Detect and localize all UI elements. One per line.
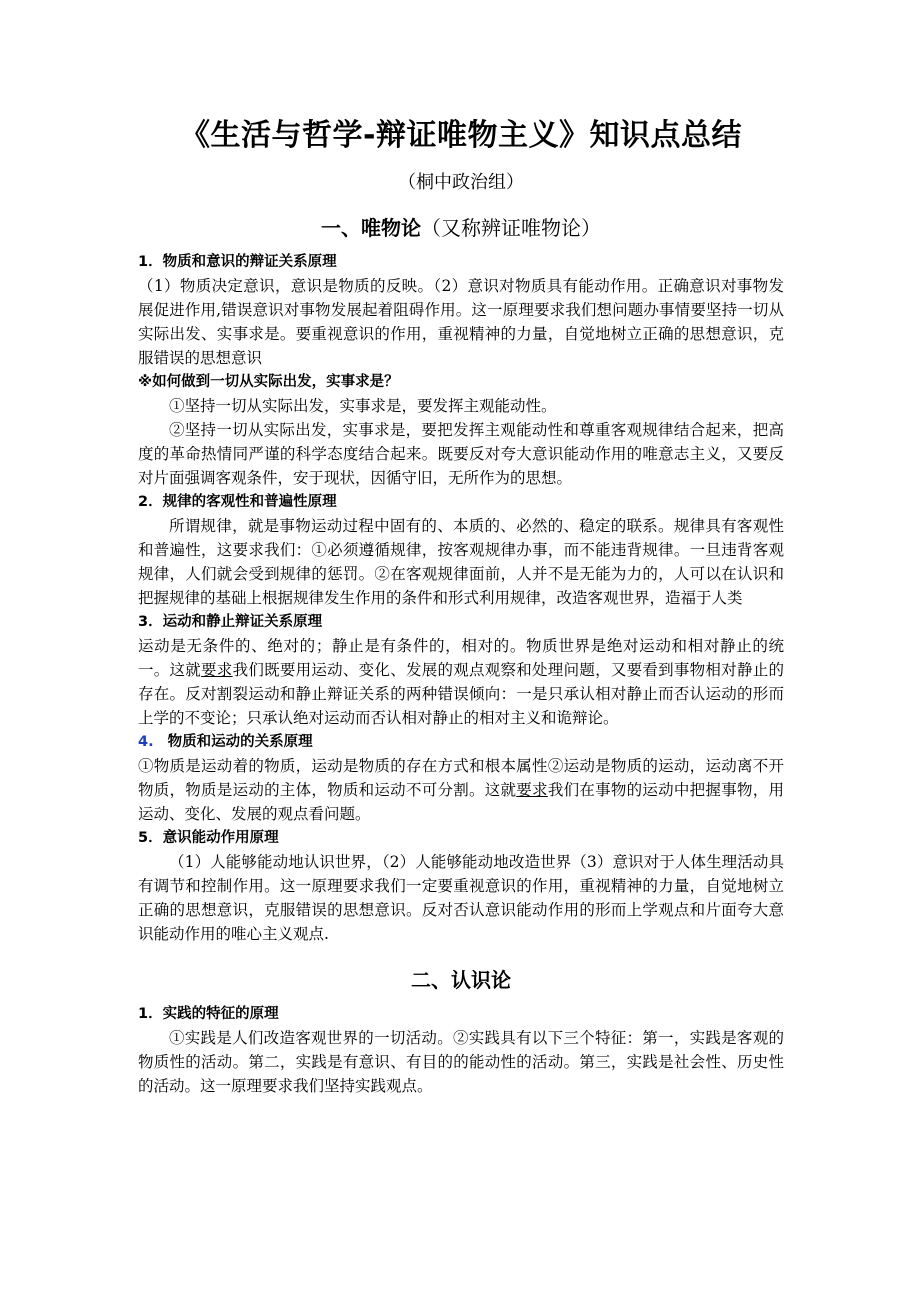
heading-1-4-number: 4.: [138, 734, 154, 750]
heading-2-1: 1．实践的特征的原理: [138, 1006, 279, 1022]
paragraph-1-4-part-b: 我们在事物的运动中把握事物，用运动、变化、发展的观点看问题。: [138, 781, 784, 823]
document-subtitle: （桐中政治组）: [398, 172, 524, 193]
heading-1-1: 1．物质和意识的辩证关系原理: [138, 254, 337, 270]
paragraph-1-3: [138, 634, 784, 730]
heading-1-4-text: 物质和运动的关系原理: [167, 734, 313, 750]
paragraph-1-1: （1）物质决定意识，意识是物质的反映。（2）意识对物质具有能动作用。正确意识对事物发展促进作用,错误意识对事物发展起着阻碍作用。这一原理要求我们想问题办事情要坚持一切从实际出发、实事求是。要重视意识的作用，重视精神的力量，自觉地树立正确的思想意识，克服错误的思想意识: [138, 277, 784, 367]
underlined-requirement: 要求: [201, 661, 233, 679]
paragraph-note-2: ②坚持一切从实际出发，实事求是，要把发挥主观能动性和尊重客观规律结合起来，把高度的革命热情同严谨的科学态度结合起来。既要反对夸大意识能动作用的唯意志主义，又要反对片面强调客观条件，安于现状，因循守旧，无所作为的思想。: [138, 421, 784, 487]
document-page: [138, 112, 784, 1098]
paragraph-1-3-part-b: 我们既要用运动、变化、发展的观点观察和处理问题，又要看到事物相对静止的存在。反对割裂运动和静止辩证关系的两种错误倾向：一是只承认相对静止而否认运动的形而上学的不变论；只承认绝对运动而否认相对静止的相对主义和诡辩论。: [138, 661, 784, 727]
paragraph-1-4: [138, 754, 784, 826]
heading-1-5: 5．意识能动作用原理: [138, 830, 279, 846]
paragraph-1-3-part-a: 运动是无条件的、绝对的；静止是有条件的，相对的。物质世界是绝对运动和相对静止的统一。这就: [138, 637, 784, 679]
underlined-requirement: 要求: [516, 781, 548, 799]
paragraph-1-4-part-a: ①物质是运动着的物质，运动是物质的存在方式和根本属性②运动是物质的运动，运动离不开物质，物质是运动的主体，物质和运动不可分割。这就: [138, 757, 784, 799]
paragraph-note-1: ①坚持一切从实际出发，实事求是，要发挥主观能动性。: [169, 397, 557, 415]
paragraph-2-1: ①实践是人们改造客观世界的一切活动。②实践具有以下三个特征：第一，实践是客观的物质性的活动。第二，实践是有意识、有目的的能动性的活动。第三，实践是社会性、历史性的活动。这一原理要求我们坚持实践观点。: [138, 1029, 784, 1095]
heading-note: ※如何做到一切从实际出发，实事求是？: [138, 374, 399, 390]
heading-1-4: [138, 730, 784, 754]
heading-1-2: 2．规律的客观性和普遍性原理: [138, 494, 337, 510]
paragraph-1-5: （1）人能够能动地认识世界，（2）人能够能动地改造世界（3）意识对于人体生理活动具有调节和控制作用。这一原理要求我们一定要重视意识的作用，重视精神的力量，自觉地树立正确的思想意识，克服错误的思想意识。反对否认意识能动作用的形而上学观点和片面夸大意识能动作用的唯心主义观点.: [138, 853, 784, 943]
paragraph-1-2: 所谓规律，就是事物运动过程中固有的、本质的、必然的、稳定的联系。规律具有客观性和普遍性，这要求我们：①必须遵循规律，按客观规律办事，而不能违背规律。一旦违背客观规律，人们就会受到规律的惩罚。②在客观规律面前，人并不是无能为力的，人可以在认识和把握规律的基础上根据规律发生作用的条件和形式利用规律，改造客观世界，造福于人类: [138, 517, 784, 607]
section-2-title-main: 二、认识论: [411, 968, 511, 992]
document-title: 《生活与哲学-辩证唯物主义》知识点总结: [180, 118, 742, 153]
section-1-title: [138, 212, 784, 244]
section-1-title-main: 一、唯物论: [321, 216, 421, 240]
section-2-title: [138, 964, 784, 996]
heading-1-3: 3．运动和静止辩证关系原理: [138, 614, 323, 630]
section-1-title-sub: （又称辨证唯物论）: [421, 216, 601, 240]
